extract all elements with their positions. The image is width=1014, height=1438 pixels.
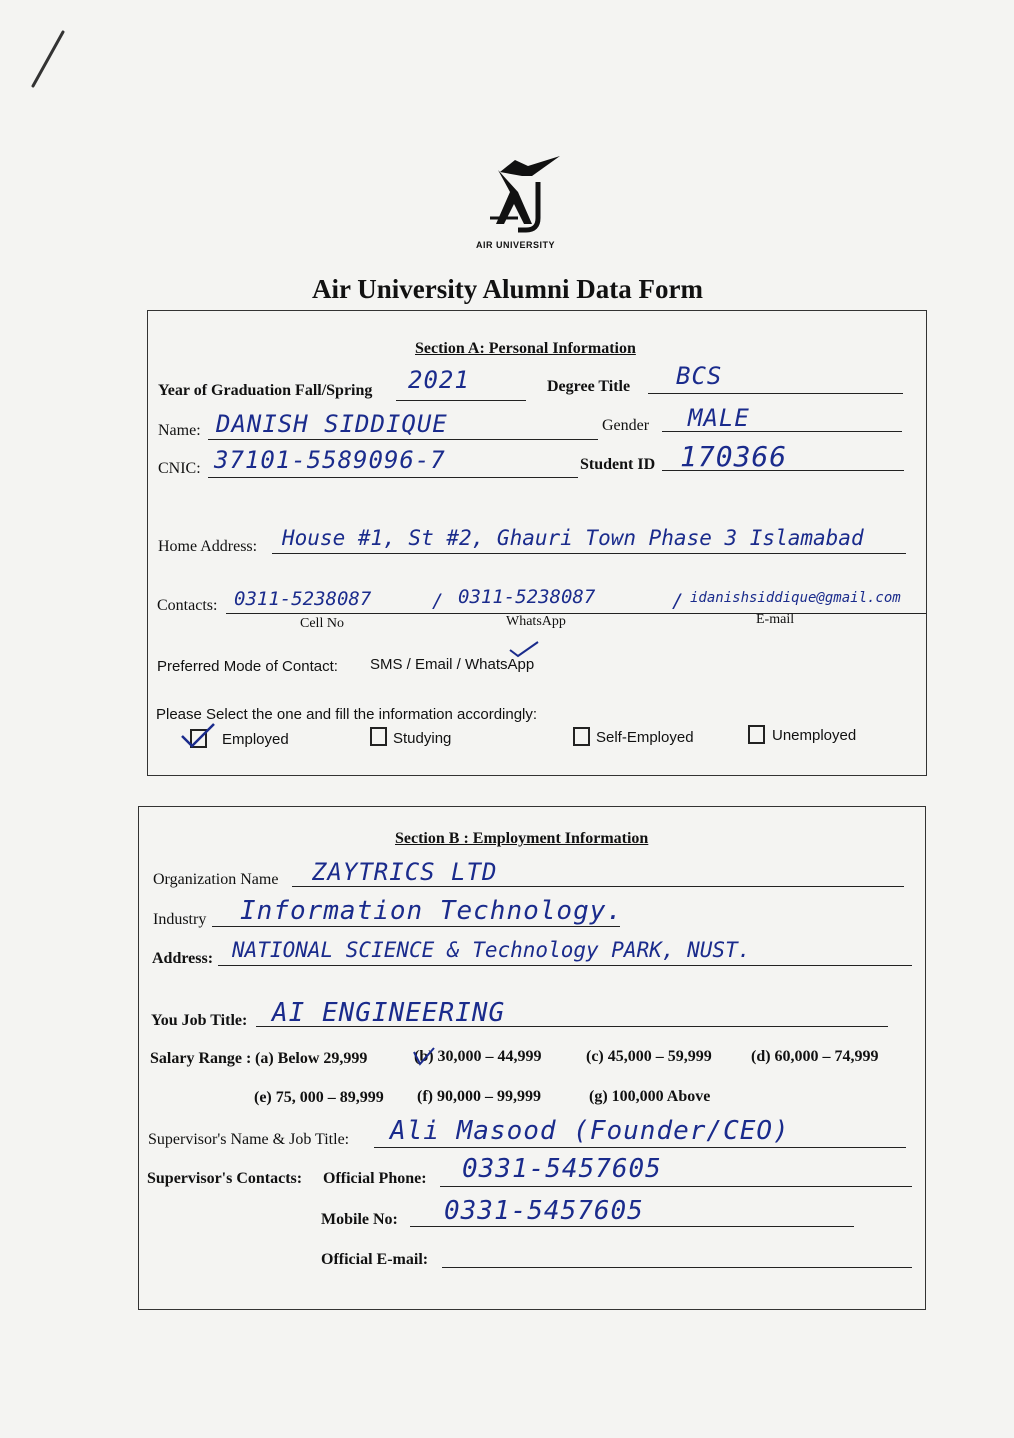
salary-range-label: Salary Range : bbox=[150, 1050, 252, 1067]
official-email-line bbox=[442, 1267, 912, 1268]
mobile-line bbox=[410, 1226, 854, 1227]
contact-separator-1: / bbox=[432, 590, 444, 612]
pen-stroke-mark bbox=[25, 28, 75, 93]
salary-option-b[interactable]: (b) 30,000 – 44,999 bbox=[414, 1048, 542, 1065]
supervisor-line bbox=[374, 1147, 906, 1148]
job-title-label: You Job Title: bbox=[151, 1012, 248, 1029]
industry-field[interactable]: Information Technology. bbox=[240, 896, 624, 926]
name-line bbox=[208, 439, 598, 440]
self-employed-checkbox[interactable] bbox=[573, 727, 590, 746]
organization-label: Organization Name bbox=[153, 871, 279, 888]
preferred-mode-label: Preferred Mode of Contact: bbox=[157, 658, 338, 675]
home-address-label: Home Address: bbox=[158, 538, 258, 555]
employment-address-field[interactable]: NATIONAL SCIENCE & Technology PARK, NUST. bbox=[232, 938, 751, 962]
gender-label: Gender bbox=[602, 417, 650, 434]
salary-option-c[interactable]: (c) 45,000 – 59,999 bbox=[586, 1048, 712, 1065]
form-title: Air University Alumni Data Form bbox=[312, 274, 703, 304]
supervisor-contacts-label: Supervisor's Contacts: bbox=[147, 1170, 303, 1187]
status-select-prompt: Please Select the one and fill the information accordingly: bbox=[156, 706, 538, 723]
organization-line bbox=[292, 886, 904, 887]
year-label: Year of Graduation Fall/Spring bbox=[158, 382, 373, 399]
supervisor-label: Supervisor's Name & Job Title: bbox=[148, 1131, 350, 1148]
whatsapp-field[interactable]: 0311-5238087 bbox=[458, 586, 596, 608]
unemployed-option-label: Unemployed bbox=[772, 727, 857, 744]
section-a-title: Section A: Personal Information bbox=[415, 340, 636, 357]
logo-text: AIR UNIVERSITY bbox=[476, 240, 556, 250]
official-phone-field[interactable]: 0331-5457605 bbox=[462, 1154, 662, 1184]
section-b-title: Section B : Employment Information bbox=[395, 830, 649, 847]
employed-option-label: Employed bbox=[222, 731, 289, 748]
cell-field[interactable]: 0311-5238087 bbox=[234, 588, 372, 610]
contact-separator-2: / bbox=[672, 590, 684, 612]
university-logo bbox=[470, 152, 570, 252]
employed-check-mark-icon bbox=[178, 722, 218, 750]
cell-caption: Cell No bbox=[300, 616, 344, 631]
contacts-line bbox=[226, 613, 926, 614]
organization-field[interactable]: ZAYTRICS LTD bbox=[312, 858, 498, 886]
year-line bbox=[396, 400, 526, 401]
unemployed-checkbox[interactable] bbox=[748, 725, 765, 744]
official-email-label: Official E-mail: bbox=[321, 1251, 429, 1268]
cnic-line bbox=[208, 477, 578, 478]
studying-checkbox[interactable] bbox=[370, 727, 387, 746]
contacts-label: Contacts: bbox=[157, 597, 218, 614]
job-title-field[interactable]: AI ENGINEERING bbox=[272, 998, 506, 1028]
salary-option-e[interactable]: (e) 75, 000 – 89,999 bbox=[254, 1089, 384, 1106]
studying-option-label: Studying bbox=[393, 730, 452, 747]
name-label: Name: bbox=[158, 422, 201, 439]
employment-address-label: Address: bbox=[152, 950, 214, 967]
gender-field[interactable]: MALE bbox=[688, 404, 750, 432]
degree-label: Degree Title bbox=[547, 378, 631, 395]
official-phone-line bbox=[440, 1186, 912, 1187]
preferred-mode-options[interactable]: SMS / Email / WhatsApp bbox=[370, 656, 535, 673]
industry-label: Industry bbox=[153, 911, 207, 928]
year-field[interactable]: 2021 bbox=[408, 366, 470, 394]
salary-option-a[interactable]: (a) Below 29,999 bbox=[255, 1050, 368, 1067]
degree-line bbox=[648, 393, 903, 394]
mobile-label: Mobile No: bbox=[321, 1211, 398, 1228]
cnic-field[interactable]: 37101-5589096-7 bbox=[214, 446, 446, 474]
salary-option-f[interactable]: (f) 90,000 – 99,999 bbox=[417, 1088, 541, 1105]
student-id-label: Student ID bbox=[580, 456, 656, 473]
official-phone-label: Official Phone: bbox=[323, 1170, 427, 1187]
industry-line bbox=[212, 926, 620, 927]
home-address-line bbox=[272, 553, 906, 554]
email-caption: E-mail bbox=[756, 612, 795, 627]
eagle-logo-icon bbox=[470, 152, 570, 242]
name-field[interactable]: DANISH SIDDIQUE bbox=[216, 410, 448, 438]
whatsapp-caption: WhatsApp bbox=[506, 614, 566, 629]
email-field[interactable]: idanishsiddique@gmail.com bbox=[690, 590, 901, 606]
mobile-field[interactable]: 0331-5457605 bbox=[444, 1196, 644, 1226]
student-id-field[interactable]: 170366 bbox=[680, 440, 788, 473]
degree-field[interactable]: BCS bbox=[676, 362, 723, 390]
salary-option-g[interactable]: (g) 100,000 Above bbox=[589, 1088, 711, 1105]
supervisor-field[interactable]: Ali Masood (Founder/CEO) bbox=[390, 1116, 790, 1146]
self-employed-option-label: Self-Employed bbox=[596, 729, 694, 746]
home-address-field[interactable]: House #1, St #2, Ghauri Town Phase 3 Islamabad bbox=[282, 526, 864, 550]
employment-address-line bbox=[218, 965, 912, 966]
salary-b-tick-icon bbox=[412, 1046, 436, 1068]
salary-option-d[interactable]: (d) 60,000 – 74,999 bbox=[751, 1048, 879, 1065]
cnic-label: CNIC: bbox=[158, 460, 201, 477]
